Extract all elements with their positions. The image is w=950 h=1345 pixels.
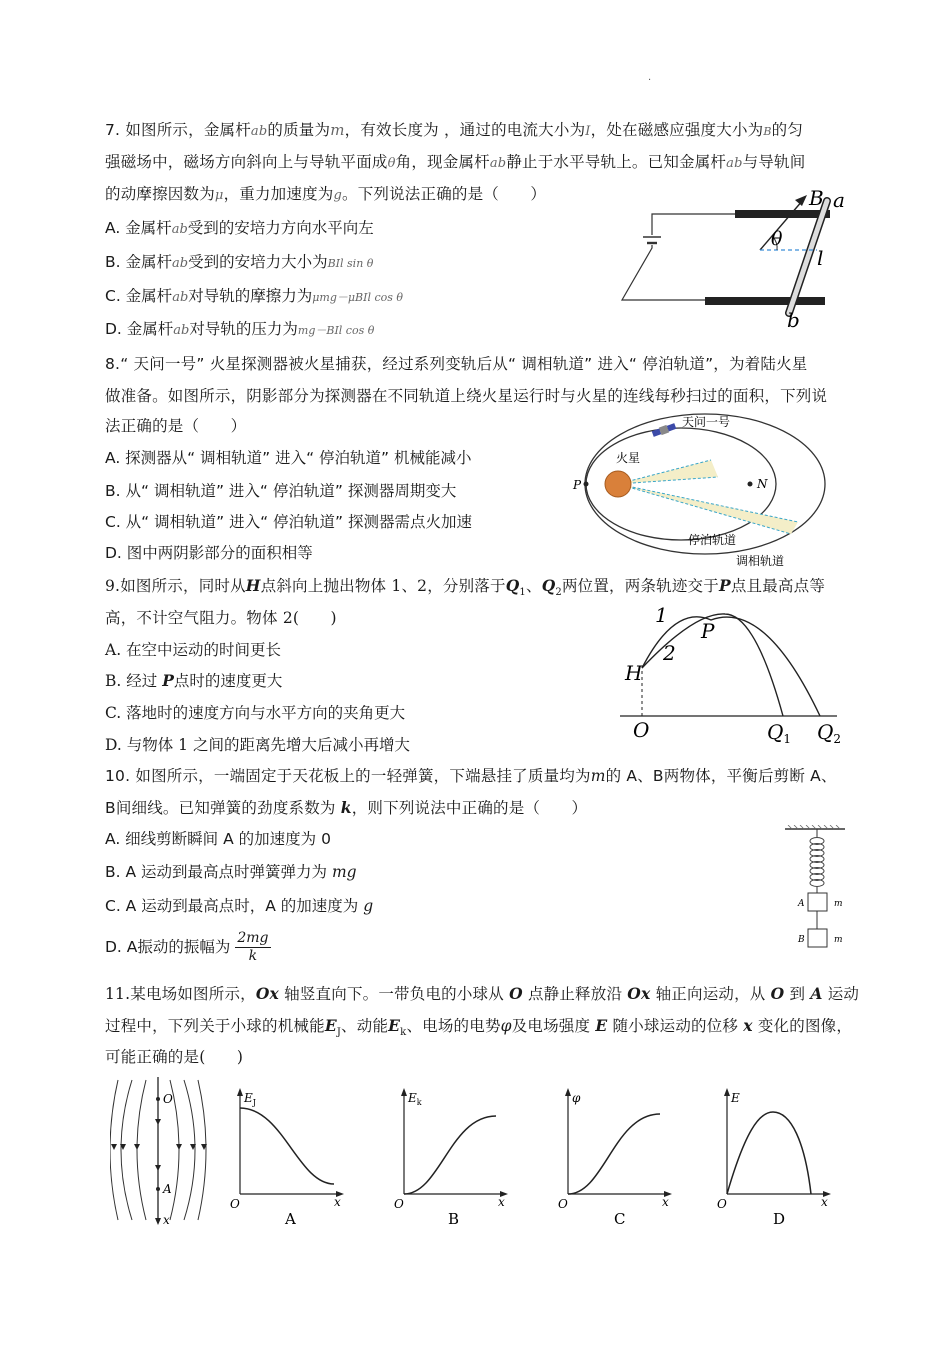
q7-line1: 7. 如图所示，金属杆ab的质量为m，有效长度为 ，通过的电流大小为I，处在磁感应强度大小为B的匀: [105, 121, 804, 139]
q11-graph-d[interactable]: [715, 1082, 845, 1232]
q11-graph-b-ylabel: $E_k$: [408, 1091, 422, 1107]
q10-fig-B-label: B: [798, 935, 805, 945]
q10-fig-m1-label: m: [834, 899, 843, 909]
q7-option-c[interactable]: C. 金属杆ab对导轨的摩擦力为μmg－μBIl cos θ: [105, 287, 404, 305]
q9-line1: 9.如图所示，同时从H点斜向上抛出物体 1、2，分别落于$Q_1$、$Q_2$两位置，两条轨迹交于P点且最高点等: [105, 576, 826, 599]
q10-option-b[interactable]: B. A 运动到最高点时弹簧弹力为 mg: [105, 863, 357, 881]
q8-fig-parking-orbit-label: 停泊轨道: [688, 533, 737, 547]
q10-spring-figure: [780, 825, 850, 950]
q10-option-a[interactable]: A. 细线剪断瞬间 A 的加速度为 0: [105, 830, 331, 848]
q8-fig-phasing-orbit-label: 调相轨道: [736, 554, 785, 568]
q10-line2: B间细线。已知弹簧的劲度系数为 k，则下列说法中正确的是（ ）: [105, 798, 588, 817]
q8-line2: 做准备。如图所示，阴影部分为探测器在不同轨道上绕火星运行时与火星的连线每秒扫过的面积，下列说: [105, 387, 828, 405]
q11-graph-d-xlabel: x: [821, 1195, 828, 1209]
q7-fig-B-label: B: [809, 186, 824, 210]
q7-line3: 的动摩擦因数为μ，重力加速度为g。下列说法正确的是（ ）: [105, 185, 547, 203]
q7-fig-l-label: l: [817, 246, 824, 270]
q11-graph-b-caption: B: [448, 1210, 460, 1228]
q8-option-d[interactable]: D. 图中两阴影部分的面积相等: [105, 544, 313, 562]
q11-graph-c-xlabel: x: [662, 1195, 669, 1209]
q10-option-d[interactable]: D. A振动的振幅为 $\frac{2mg}{k}$: [105, 930, 269, 964]
q11-graph-a-xlabel: x: [334, 1195, 341, 1209]
q7-fig-b-label: b: [787, 308, 800, 330]
q9-fig-H-label: H: [625, 661, 643, 685]
q9-line2: 高，不计空气阻力。物体 2( ): [105, 609, 337, 627]
q7-option-b[interactable]: B. 金属杆ab受到的安培力大小为BIl sin θ: [105, 253, 374, 271]
q11-line1: 11.某电场如图所示，Ox 轴竖直向下。一带负电的小球从 O 点静止释放沿 Ox 轴正向运动，从 O 到 A 运动: [105, 984, 860, 1003]
q11-graph-b-origin: O: [394, 1197, 404, 1211]
q11-graph-b-xlabel: x: [498, 1195, 505, 1209]
amplitude-fraction: $\frac{2mg}{k}$: [237, 930, 269, 964]
q10-line1: 10. 如图所示，一端固定于天花板上的一轻弹簧，下端悬挂了质量均为m的 A、B两物体，平衡后剪断 A、: [105, 767, 837, 785]
q7-fig-a-label: a: [833, 188, 845, 212]
q11-graph-c-origin: O: [558, 1197, 568, 1211]
q8-line3: 法正确的是（ ）: [105, 417, 247, 435]
q11-line3: 可能正确的是( ): [105, 1048, 244, 1066]
q11-field-O-label: O: [163, 1092, 173, 1106]
q9-option-c[interactable]: C. 落地时的速度方向与水平方向的夹角更大: [105, 704, 406, 722]
q9-projectile-figure: [615, 600, 850, 748]
q8-fig-P-label: P: [573, 478, 582, 492]
q11-line2: 过程中，下列关于小球的机械能$E_J$、动能$E_k$、电场的电势φ及电场强度 E 随小球运动的位移 x 变化的图像，: [105, 1016, 853, 1039]
q11-graph-c[interactable]: [556, 1082, 686, 1232]
q10-option-c[interactable]: C. A 运动到最高点时，A 的加速度为 g: [105, 897, 374, 915]
q8-fig-N-label: N: [757, 477, 768, 491]
q11-graph-d-origin: O: [717, 1197, 727, 1211]
q11-graph-c-caption: C: [614, 1210, 626, 1228]
page-mark: .: [648, 72, 652, 83]
q10-fig-A-label: A: [798, 899, 805, 909]
q9-fig-Q1-label: $Q_1$: [767, 720, 792, 746]
q11-graph-a-origin: O: [230, 1197, 240, 1211]
q11-graph-d-ylabel: E: [731, 1091, 740, 1105]
q11-field-figure: [110, 1075, 210, 1230]
q7-option-d[interactable]: D. 金属杆ab对导轨的压力为mg－BIl cos θ: [105, 320, 375, 338]
q11-graph-d-caption: D: [773, 1210, 786, 1228]
q8-option-b[interactable]: B. 从“ 调相轨道” 进入“ 停泊轨道” 探测器周期变大: [105, 482, 457, 500]
q7-rail-figure: [615, 185, 855, 330]
q8-line1: 8.“ 天问一号” 火星探测器被火星捕获，经过系列变轨后从“ 调相轨道” 进入“ 停泊轨道”，为着陆火星: [105, 355, 808, 373]
q9-fig-P-label: P: [701, 619, 715, 643]
q11-graph-c-ylabel: φ: [572, 1091, 581, 1105]
q9-option-a[interactable]: A. 在空中运动的时间更长: [105, 641, 282, 659]
q11-graph-a-ylabel: $E_J$: [244, 1091, 256, 1107]
q11-graph-b[interactable]: [392, 1082, 522, 1232]
q9-option-b[interactable]: B. 经过 P点时的速度更大: [105, 671, 283, 690]
q9-fig-O-label: O: [633, 718, 650, 742]
q7-fig-theta-label: θ: [771, 228, 783, 250]
q9-fig-1-label: 1: [655, 603, 668, 627]
q11-graph-a[interactable]: [228, 1082, 358, 1232]
q11-graph-a-caption: A: [285, 1210, 296, 1228]
q7-option-a[interactable]: A. 金属杆ab受到的安培力方向水平向左: [105, 219, 374, 237]
q8-option-c[interactable]: C. 从“ 调相轨道” 进入“ 停泊轨道” 探测器需点火加速: [105, 513, 473, 531]
q10-fig-m2-label: m: [834, 935, 843, 945]
q11-field-x-label: x: [163, 1213, 170, 1227]
q8-fig-mars-label: 火星: [616, 451, 641, 465]
q9-fig-Q2-label: $Q_2$: [817, 720, 842, 746]
q11-field-A-label: A: [163, 1182, 172, 1196]
q8-option-a[interactable]: A. 探测器从“ 调相轨道” 进入“ 停泊轨道” 机械能减小: [105, 449, 472, 467]
q8-orbit-figure: [568, 410, 828, 568]
q8-fig-probe-label: 天问一号: [682, 415, 731, 429]
q9-fig-2-label: 2: [663, 641, 676, 665]
q9-option-d[interactable]: D. 与物体 1 之间的距离先增大后减小再增大: [105, 736, 410, 754]
q7-line2: 强磁场中，磁场方向斜向上与导轨平面成θ角，现金属杆ab静止于水平导轨上。已知金属杆ab与导轨间: [105, 153, 806, 171]
